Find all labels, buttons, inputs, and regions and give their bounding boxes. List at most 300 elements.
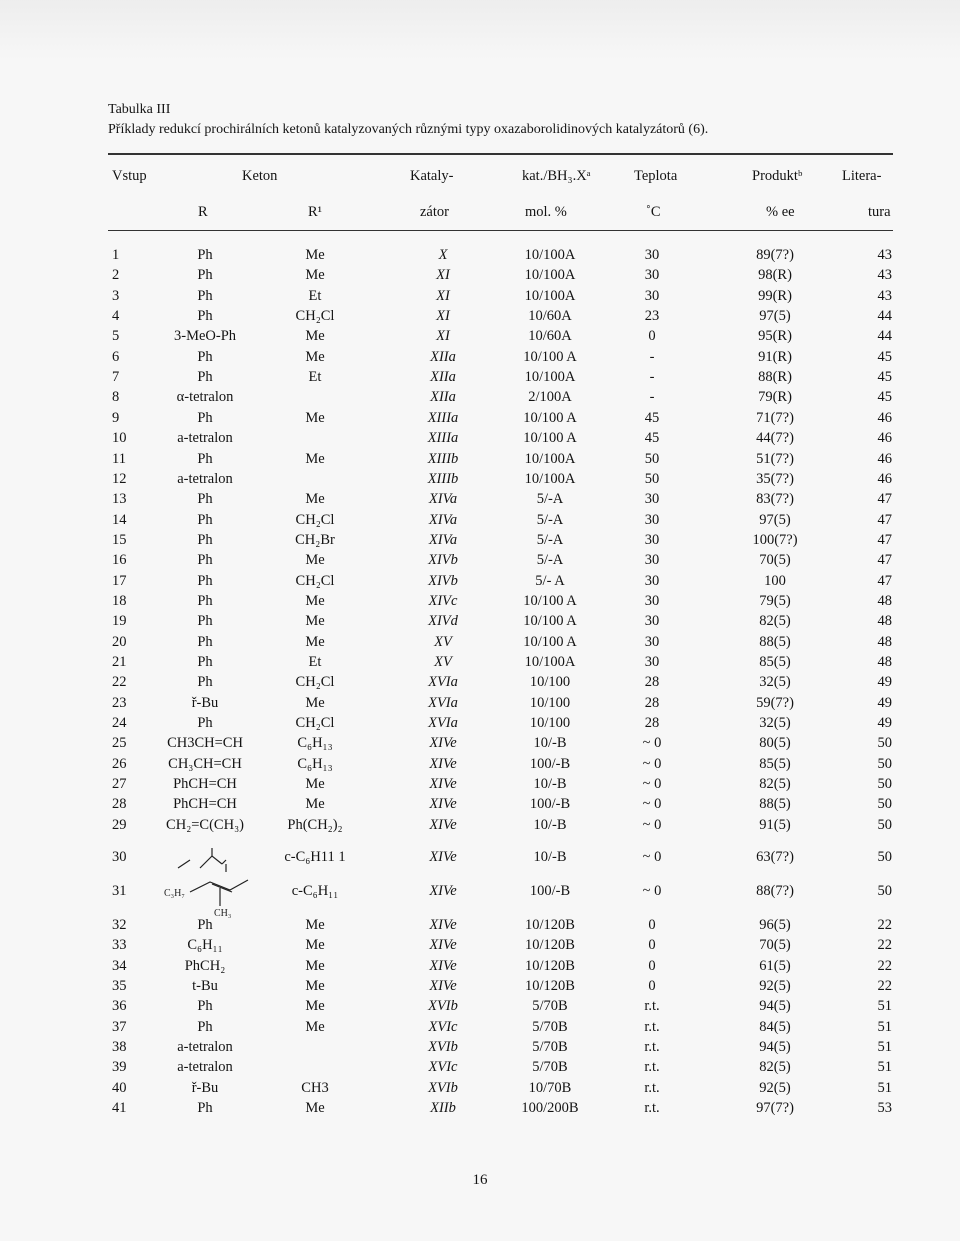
cell-n: 21 bbox=[112, 654, 127, 670]
cell-r1: Me bbox=[305, 613, 325, 630]
cell-r1: Me bbox=[305, 694, 325, 711]
cell-kat: XIVb bbox=[428, 552, 458, 569]
cell-p: 61(5) bbox=[759, 957, 791, 974]
cell-r1: Me bbox=[305, 937, 325, 954]
table-row bbox=[0, 550, 960, 570]
cell-l: 51 bbox=[877, 998, 892, 1015]
cell-kat: XIIa bbox=[430, 369, 456, 386]
header-ee: % ee bbox=[766, 204, 795, 220]
table-row bbox=[0, 469, 960, 489]
table-caption bbox=[108, 100, 708, 140]
cell-t: ~ 0 bbox=[642, 735, 662, 752]
cell-r1: c-C₆H₁₁ bbox=[291, 882, 339, 899]
cell-r: Ph bbox=[197, 998, 213, 1015]
header-kat-bh3: kat./BH₃.Xᵃ bbox=[522, 168, 591, 184]
cell-n: 40 bbox=[112, 1079, 127, 1096]
cell-n: 20 bbox=[112, 633, 127, 650]
cell-n: 27 bbox=[112, 776, 127, 793]
cell-p: 91(R) bbox=[758, 348, 792, 365]
cell-r1: Ph(CH₂)₂ bbox=[287, 816, 343, 833]
cell-kat: XVIa bbox=[428, 694, 458, 711]
cell-t: 30 bbox=[644, 531, 660, 548]
cell-t: ~ 0 bbox=[642, 816, 662, 833]
cell-l: 51 bbox=[877, 1018, 892, 1035]
structure-entry-31 bbox=[160, 870, 270, 920]
cell-l: 50 bbox=[877, 848, 892, 865]
table-row bbox=[0, 347, 960, 367]
cell-n: 35 bbox=[112, 977, 127, 994]
cell-r1: Me bbox=[305, 796, 325, 813]
cell-x: 10/100A bbox=[524, 654, 576, 670]
table-row bbox=[0, 713, 960, 733]
cell-l: 48 bbox=[877, 613, 892, 630]
table-row bbox=[0, 1098, 960, 1118]
cell-l: 49 bbox=[877, 694, 892, 711]
table-row bbox=[0, 1078, 960, 1098]
cell-l: 46 bbox=[877, 430, 892, 447]
cell-n: 32 bbox=[112, 916, 127, 933]
header-degc: ˚C bbox=[646, 204, 661, 220]
cell-n: 36 bbox=[112, 998, 127, 1015]
cell-kat: XIIIa bbox=[427, 409, 459, 426]
cell-p: 79(R) bbox=[758, 389, 792, 406]
cell-kat: XIVe bbox=[429, 796, 457, 813]
cell-n: 24 bbox=[112, 715, 127, 732]
cell-n: 19 bbox=[112, 613, 127, 630]
cell-n: 13 bbox=[112, 491, 127, 508]
cell-kat: XV bbox=[434, 633, 452, 650]
cell-x: 10/-B bbox=[533, 816, 567, 833]
cell-kat: XIVd bbox=[428, 613, 458, 630]
cell-x: 10/100A bbox=[524, 470, 576, 487]
table-row bbox=[0, 847, 960, 867]
cell-n: 18 bbox=[112, 592, 127, 609]
cell-l: 47 bbox=[877, 531, 892, 548]
table-row bbox=[0, 935, 960, 955]
table-row bbox=[0, 996, 960, 1016]
cell-n: 39 bbox=[112, 1059, 127, 1076]
cell-r: a-tetralon bbox=[177, 470, 233, 487]
cell-x: 10/120B bbox=[525, 957, 575, 974]
table-row bbox=[0, 449, 960, 469]
cell-x: 5/70B bbox=[532, 998, 568, 1015]
cell-t: ~ 0 bbox=[642, 755, 662, 772]
cell-r1: Me bbox=[305, 1099, 325, 1116]
cell-kat: XI bbox=[436, 328, 450, 345]
cell-n: 41 bbox=[112, 1099, 127, 1116]
cell-l: 46 bbox=[877, 470, 892, 487]
cell-r1: Me bbox=[305, 267, 325, 284]
cell-t: ~ 0 bbox=[642, 882, 662, 899]
table-row bbox=[0, 387, 960, 407]
table-row bbox=[0, 428, 960, 448]
cell-p: 82(5) bbox=[759, 1059, 791, 1076]
header-tura: tura bbox=[868, 204, 891, 220]
cell-r: PhCH=CH bbox=[173, 776, 237, 793]
cell-p: 91(5) bbox=[759, 816, 791, 833]
cell-r1: CH₂Cl bbox=[295, 308, 335, 325]
cell-n: 5 bbox=[112, 328, 120, 345]
cell-p: 85(5) bbox=[759, 755, 791, 772]
cell-kat: XVIa bbox=[428, 715, 458, 732]
cell-n: 16 bbox=[112, 552, 127, 569]
cell-l: 47 bbox=[877, 511, 892, 528]
header-produkt: Produktᵇ bbox=[752, 168, 803, 184]
cell-r1: C₆H₁₃ bbox=[297, 755, 333, 772]
cell-kat: XIVe bbox=[429, 882, 457, 899]
cell-t: 30 bbox=[644, 572, 660, 589]
cell-kat: XIIIb bbox=[427, 450, 459, 467]
cell-x: 5/70B bbox=[532, 1038, 568, 1055]
cell-t: 23 bbox=[644, 308, 660, 325]
cell-r: Ph bbox=[197, 247, 213, 263]
table-row bbox=[0, 1017, 960, 1037]
cell-t: - bbox=[649, 348, 655, 365]
cell-p: 92(5) bbox=[759, 977, 791, 994]
cell-n: 7 bbox=[112, 369, 120, 386]
cell-x: 5/-A bbox=[536, 511, 564, 528]
cell-kat: XV bbox=[434, 654, 452, 670]
cell-t: 30 bbox=[644, 613, 660, 630]
cell-r1: Me bbox=[305, 409, 325, 426]
cell-x: 5/-A bbox=[536, 531, 564, 548]
cell-t: 30 bbox=[644, 633, 660, 650]
cell-l: 50 bbox=[877, 735, 892, 752]
cell-p: 94(5) bbox=[759, 1038, 791, 1055]
cell-t: 45 bbox=[644, 409, 660, 426]
cell-r: Ph bbox=[197, 287, 213, 304]
table-row bbox=[0, 326, 960, 346]
cell-kat: XI bbox=[436, 267, 450, 284]
cell-l: 22 bbox=[877, 916, 892, 933]
cell-p: 99(R) bbox=[758, 287, 792, 304]
cell-x: 5/70B bbox=[532, 1018, 568, 1035]
cell-r1: Me bbox=[305, 1018, 325, 1035]
cell-n: 1 bbox=[112, 247, 120, 263]
cell-r1: Me bbox=[305, 977, 325, 994]
cell-x: 5/- A bbox=[535, 572, 565, 589]
cell-r: PhCH₂ bbox=[184, 957, 226, 974]
cell-r: Ph bbox=[197, 613, 213, 630]
cell-p: 97(7?) bbox=[756, 1099, 794, 1116]
cell-r: Ph bbox=[197, 450, 213, 467]
cell-l: 45 bbox=[877, 389, 892, 406]
cell-l: 44 bbox=[877, 308, 892, 325]
cell-n: 14 bbox=[112, 511, 127, 528]
cell-t: ~ 0 bbox=[642, 796, 662, 813]
cell-r1: Me bbox=[305, 916, 325, 933]
structure-label-ch3: CH₃ bbox=[214, 908, 232, 919]
cell-r1: CH₂Br bbox=[295, 531, 335, 548]
table-row bbox=[0, 367, 960, 387]
cell-t: 0 bbox=[648, 328, 656, 345]
cell-t: r.t. bbox=[644, 1038, 660, 1055]
cell-n: 29 bbox=[112, 816, 127, 833]
table-row bbox=[0, 976, 960, 996]
cell-p: 63(7?) bbox=[756, 848, 794, 865]
cell-r: Ph bbox=[197, 531, 213, 548]
cell-p: 97(5) bbox=[759, 308, 791, 325]
caption-title: Tabulka III bbox=[108, 102, 171, 117]
cell-r: Ph bbox=[197, 1018, 213, 1035]
cell-r1: Et bbox=[308, 369, 322, 386]
cell-r1: Me bbox=[305, 491, 325, 508]
cell-l: 43 bbox=[877, 247, 892, 263]
cell-t: 30 bbox=[644, 552, 660, 569]
table-row bbox=[0, 591, 960, 611]
cell-n: 28 bbox=[112, 796, 127, 813]
cell-p: 95(R) bbox=[758, 328, 792, 345]
cell-t: - bbox=[649, 389, 655, 406]
cell-kat: XVIb bbox=[428, 998, 458, 1015]
cell-kat: XIIa bbox=[430, 348, 456, 365]
cell-x: 10/100 bbox=[529, 715, 571, 732]
cell-p: 88(5) bbox=[759, 633, 791, 650]
cell-x: 10/100A bbox=[524, 267, 576, 284]
cell-kat: XIVe bbox=[429, 957, 457, 974]
header-vstup: Vstup bbox=[112, 168, 147, 184]
table-row bbox=[0, 881, 960, 901]
cell-t: r.t. bbox=[644, 1079, 660, 1096]
cell-r1: Me bbox=[305, 633, 325, 650]
header-litera: Litera- bbox=[842, 168, 882, 184]
cell-r1: CH₂Cl bbox=[295, 572, 335, 589]
cell-t: 28 bbox=[644, 694, 660, 711]
cell-x: 10/-B bbox=[533, 848, 567, 865]
cell-l: 47 bbox=[877, 572, 892, 589]
cell-l: 47 bbox=[877, 552, 892, 569]
cell-t: 45 bbox=[644, 430, 660, 447]
cell-l: 51 bbox=[877, 1038, 892, 1055]
cell-t: r.t. bbox=[644, 998, 660, 1015]
cell-n: 22 bbox=[112, 674, 127, 691]
cell-p: 94(5) bbox=[759, 998, 791, 1015]
cell-t: 30 bbox=[644, 592, 660, 609]
table-row bbox=[0, 652, 960, 672]
cell-t: 0 bbox=[648, 957, 656, 974]
cell-p: 71(7?) bbox=[756, 409, 794, 426]
cell-r1: Me bbox=[305, 998, 325, 1015]
table-row bbox=[0, 489, 960, 509]
cell-r: Ph bbox=[197, 633, 213, 650]
cell-x: 10/-B bbox=[533, 776, 567, 793]
cell-r: α-tetralon bbox=[176, 389, 234, 406]
cell-p: 100(7?) bbox=[752, 531, 798, 548]
cell-l: 50 bbox=[877, 882, 892, 899]
cell-r: CH₂=C(CH₃) bbox=[166, 816, 244, 833]
cell-x: 10/100A bbox=[524, 450, 576, 467]
cell-n: 2 bbox=[112, 267, 120, 284]
table-row bbox=[0, 693, 960, 713]
cell-l: 48 bbox=[877, 654, 892, 670]
table-row bbox=[0, 672, 960, 692]
cell-l: 43 bbox=[877, 267, 892, 284]
cell-l: 22 bbox=[877, 937, 892, 954]
cell-kat: XVIc bbox=[428, 1018, 458, 1035]
table-row bbox=[0, 286, 960, 306]
cell-kat: XI bbox=[436, 308, 450, 325]
cell-p: 85(5) bbox=[759, 654, 791, 670]
cell-l: 51 bbox=[877, 1059, 892, 1076]
cell-t: ~ 0 bbox=[642, 776, 662, 793]
cell-x: 100/-B bbox=[529, 882, 571, 899]
header-zator: zátor bbox=[420, 204, 449, 220]
cell-p: 35(7?) bbox=[756, 470, 794, 487]
cell-l: 50 bbox=[877, 796, 892, 813]
cell-kat: XIIb bbox=[430, 1099, 456, 1116]
cell-p: 92(5) bbox=[759, 1079, 791, 1096]
cell-r1: Me bbox=[305, 957, 325, 974]
table-row bbox=[0, 815, 960, 835]
cell-kat: XIVe bbox=[429, 916, 457, 933]
table-row bbox=[0, 956, 960, 976]
cell-n: 8 bbox=[112, 389, 120, 406]
cell-l: 46 bbox=[877, 450, 892, 467]
cell-kat: XIVb bbox=[428, 572, 458, 589]
cell-p: 88(7?) bbox=[756, 882, 794, 899]
cell-t: 30 bbox=[644, 654, 660, 670]
cell-p: 32(5) bbox=[759, 674, 791, 691]
cell-kat: XIIIb bbox=[427, 470, 459, 487]
cell-l: 48 bbox=[877, 633, 892, 650]
cell-kat: XVIc bbox=[428, 1059, 458, 1076]
cell-kat: XIIa bbox=[430, 389, 456, 406]
cell-r: Ph bbox=[197, 592, 213, 609]
cell-r: Ph bbox=[197, 267, 213, 284]
cell-x: 5/70B bbox=[532, 1059, 568, 1076]
cell-r1: CH₂Cl bbox=[295, 715, 335, 732]
cell-r: CH3CH=CH bbox=[167, 735, 243, 752]
cell-x: 10/100 A bbox=[523, 633, 577, 650]
table-row bbox=[0, 915, 960, 935]
cell-l: 49 bbox=[877, 674, 892, 691]
cell-t: 28 bbox=[644, 674, 660, 691]
cell-r: ř-Bu bbox=[191, 1079, 219, 1096]
cell-l: 46 bbox=[877, 409, 892, 426]
cell-r: Ph bbox=[197, 308, 213, 325]
cell-p: 70(5) bbox=[759, 937, 791, 954]
cell-x: 10/100A bbox=[524, 369, 576, 386]
cell-t: 30 bbox=[644, 491, 660, 508]
cell-r: Ph bbox=[197, 654, 213, 670]
cell-n: 15 bbox=[112, 531, 127, 548]
cell-x: 10/100A bbox=[524, 247, 576, 263]
cell-n: 4 bbox=[112, 308, 120, 325]
scan-bleed bbox=[0, 0, 960, 60]
cell-r: a-tetralon bbox=[177, 430, 233, 447]
cell-kat: X bbox=[438, 247, 448, 263]
cell-x: 10/120B bbox=[525, 977, 575, 994]
cell-r: Ph bbox=[197, 491, 213, 508]
cell-n: 30 bbox=[112, 848, 127, 865]
table-row bbox=[0, 733, 960, 753]
table-row bbox=[0, 1037, 960, 1057]
cell-x: 100/-B bbox=[529, 755, 571, 772]
cell-r1: C₆H₁₃ bbox=[297, 735, 333, 752]
cell-l: 51 bbox=[877, 1079, 892, 1096]
cell-kat: XVIb bbox=[428, 1038, 458, 1055]
cell-l: 50 bbox=[877, 776, 892, 793]
table-row bbox=[0, 754, 960, 774]
cell-x: 10/100 A bbox=[523, 409, 577, 426]
cell-t: r.t. bbox=[644, 1018, 660, 1035]
cell-kat: XIVa bbox=[428, 491, 458, 508]
cell-n: 25 bbox=[112, 735, 127, 752]
table-row bbox=[0, 306, 960, 326]
table-row bbox=[0, 1057, 960, 1077]
cell-r: t-Bu bbox=[192, 977, 218, 994]
cell-p: 97(5) bbox=[759, 511, 791, 528]
cell-p: 59(7?) bbox=[756, 694, 794, 711]
header-kataly: Kataly- bbox=[410, 168, 454, 184]
cell-t: r.t. bbox=[644, 1059, 660, 1076]
cell-r1: Me bbox=[305, 247, 325, 263]
cell-p: 96(5) bbox=[759, 916, 791, 933]
cell-x: 5/-A bbox=[536, 491, 564, 508]
cell-r1: CH₂Cl bbox=[295, 674, 335, 691]
header-teplota: Teplota bbox=[634, 168, 678, 184]
cell-r1: c-C₆H11 1 bbox=[284, 848, 346, 865]
cell-kat: XVIb bbox=[428, 1079, 458, 1096]
cell-p: 70(5) bbox=[759, 552, 791, 569]
top-rule bbox=[108, 153, 893, 155]
table-row bbox=[0, 774, 960, 794]
cell-p: 89(7?) bbox=[756, 247, 794, 263]
cell-r: a-tetralon bbox=[177, 1059, 233, 1076]
cell-t: 28 bbox=[644, 715, 660, 732]
cell-n: 23 bbox=[112, 694, 127, 711]
cell-l: 48 bbox=[877, 592, 892, 609]
table-row bbox=[0, 245, 960, 265]
table-row bbox=[0, 611, 960, 631]
cell-x: 10/100 A bbox=[523, 613, 577, 630]
cell-n: 6 bbox=[112, 348, 120, 365]
cell-kat: XIVe bbox=[429, 735, 457, 752]
cell-x: 100/200B bbox=[521, 1099, 579, 1116]
cell-r1: CH3 bbox=[301, 1079, 329, 1096]
cell-r1: Me bbox=[305, 776, 325, 793]
cell-n: 38 bbox=[112, 1038, 127, 1055]
cell-x: 10/100 A bbox=[523, 592, 577, 609]
table-row bbox=[0, 510, 960, 530]
cell-r: Ph bbox=[197, 409, 213, 426]
cell-n: 37 bbox=[112, 1018, 127, 1035]
cell-n: 12 bbox=[112, 470, 127, 487]
cell-p: 88(5) bbox=[759, 796, 791, 813]
cell-x: 10/-B bbox=[533, 735, 567, 752]
structure-label-c3h7: C₃H₇ bbox=[164, 888, 185, 899]
cell-n: 34 bbox=[112, 957, 127, 974]
header-keton: Keton bbox=[242, 168, 278, 184]
cell-r1: Et bbox=[308, 287, 322, 304]
cell-x: 10/100 A bbox=[523, 430, 577, 447]
cell-n: 17 bbox=[112, 572, 127, 589]
cell-r: Ph bbox=[197, 369, 213, 386]
cell-t: 0 bbox=[648, 937, 656, 954]
cell-r: Ph bbox=[197, 572, 213, 589]
cell-l: 22 bbox=[877, 957, 892, 974]
header-r: R bbox=[198, 204, 208, 220]
cell-r1: Me bbox=[305, 348, 325, 365]
cell-kat: XVIa bbox=[428, 674, 458, 691]
cell-r: ř-Bu bbox=[191, 694, 219, 711]
cell-r: Ph bbox=[197, 1099, 213, 1116]
cell-l: 45 bbox=[877, 348, 892, 365]
cell-x: 10/120B bbox=[525, 937, 575, 954]
cell-p: 100 bbox=[764, 572, 786, 589]
cell-t: ~ 0 bbox=[642, 848, 662, 865]
cell-p: 51(7?) bbox=[756, 450, 794, 467]
